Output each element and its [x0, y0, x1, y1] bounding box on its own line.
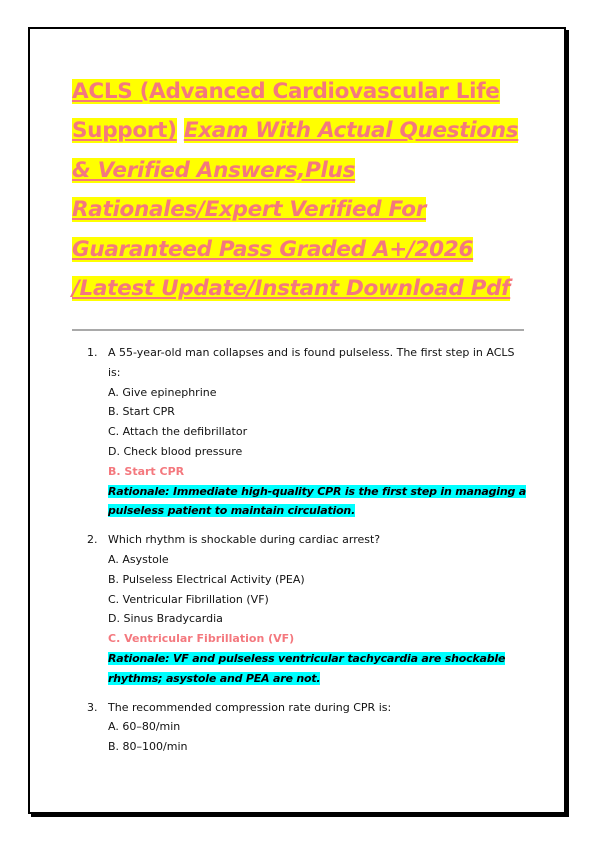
question-number: 3.	[87, 700, 98, 714]
option-b: B. Pulseless Electrical Activity (PEA)	[108, 572, 305, 586]
option-a: A. 60–80/min	[108, 720, 181, 734]
option-b: B. Start CPR	[108, 405, 175, 419]
option-a: A. Asystole	[108, 552, 169, 566]
question-item-2	[87, 530, 527, 688]
question-text: The recommended compression rate during CPR is:	[108, 700, 392, 714]
correct-answer: B. Start CPR	[108, 464, 185, 478]
question-item-1	[87, 343, 527, 521]
title-part-2: Exam With Actual Questions & Verified Answers,Plus Rationales/Expert Verified For Guaranteed Pass Graded A+/2026 /Latest Update/Instant Download Pdf	[72, 118, 519, 302]
rationale-text: Rationale: VF and pulseless ventricular tachycardia are shockable rhythms; asystole and PEA are not.	[108, 651, 506, 685]
rationale	[108, 482, 527, 522]
option-c: C. Ventricular Fibrillation (VF)	[108, 592, 269, 606]
option-d: D. Check blood pressure	[108, 444, 243, 458]
rationale	[108, 649, 527, 689]
title-part-1: ACLS (Advanced Cardiovascular Life Support)	[72, 79, 500, 144]
rationale-text: Rationale: Immediate high-quality CPR is the first step in managing a pulseless patient to maintain circulation.	[108, 484, 527, 518]
question-item-3	[87, 698, 527, 757]
option-c: C. Attach the defibrillator	[108, 425, 248, 439]
question-list	[87, 343, 527, 766]
question-number: 1.	[87, 346, 98, 359]
title-divider	[72, 329, 524, 331]
document-title	[72, 72, 532, 308]
question-text: Which rhythm is shockable during cardiac arrest?	[108, 533, 381, 547]
question-number: 2.	[87, 533, 98, 547]
option-b: B. 80–100/min	[108, 740, 188, 754]
option-a: A. Give epinephrine	[108, 385, 217, 399]
correct-answer: C. Ventricular Fibrillation (VF)	[108, 632, 295, 646]
option-d: D. Sinus Bradycardia	[108, 612, 223, 626]
question-text: A 55-year-old man collapses and is found pulseless. The first step in ACLS is:	[108, 346, 515, 379]
